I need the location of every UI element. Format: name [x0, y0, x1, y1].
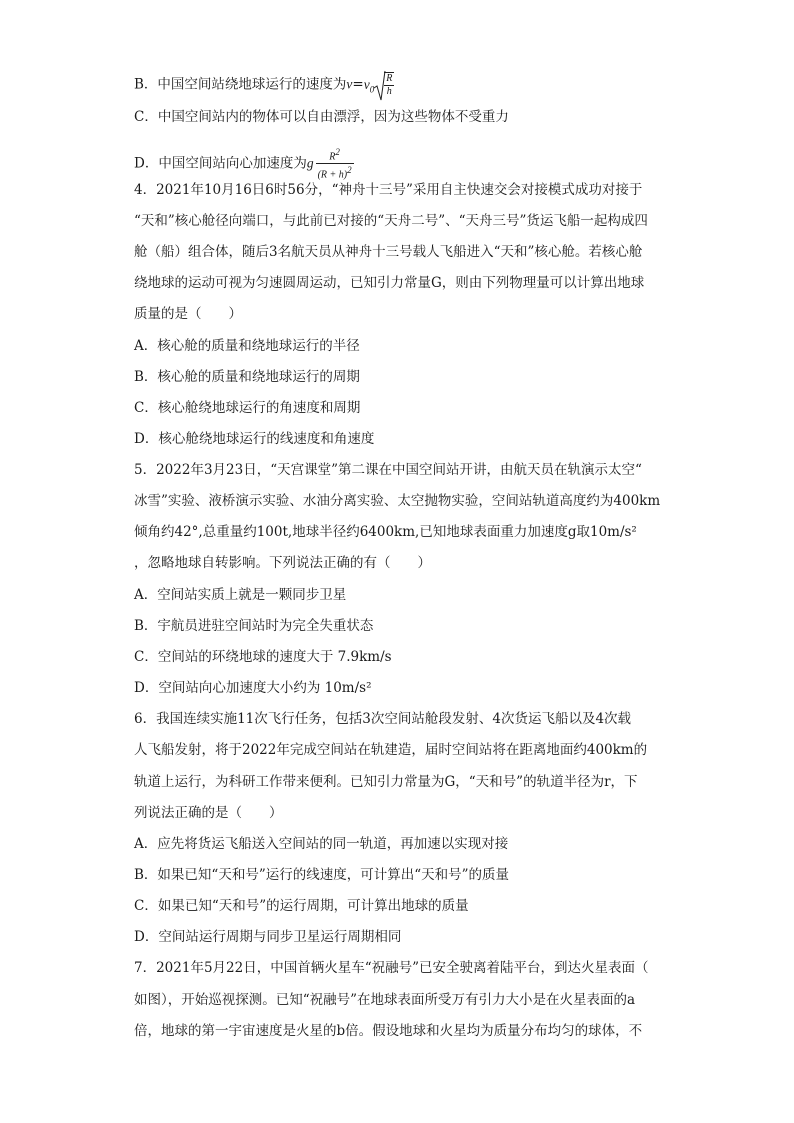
formula-v: v [346, 76, 353, 92]
q4-option-c[interactable]: C．核心舱绕地球运行的角速度和周期 [134, 400, 361, 416]
q7-stem-line: 如图），开始巡视探测。已知“祝融号”在地球表面所受万有引力大小是在火星表面的a [134, 992, 636, 1008]
q4-option-b[interactable]: B．核心舱的质量和绕地球运行的周期 [134, 369, 360, 385]
formula-v0: $v_0$ [363, 76, 375, 95]
q5-option-a[interactable]: A．空间站实质上就是一颗同步卫星 [134, 587, 347, 603]
fraction-r2-over-rh2: $\frac{R^2}{(R + h)^2}$ [317, 147, 352, 181]
q3-option-b[interactable] [134, 72, 396, 98]
q6-stem-line: 轨道上运行，为科研工作带来便利。已知引力常量为G，“天和号”的轨道半径为r，下 [134, 774, 638, 790]
q4-stem-line: 4．2021年10月16日6时56分，“神舟十三号”采用自主快速交会对接模式成功对接于 [134, 182, 643, 198]
q3-option-b-text: B．中国空间站绕地球运行的速度为 [134, 76, 347, 93]
q7-stem-line: 7．2021年5月22日，中国首辆火星车“祝融号”已安全驶离着陆平台，到达火星表面（ [134, 960, 649, 976]
q6-option-a[interactable]: A．应先将货运飞船送入空间站的同一轨道，再加速以实现对接 [134, 836, 509, 852]
formula-equals: = [352, 76, 364, 93]
q4-stem-line: 舱（船）组合体，随后3名航天员从神舟十三号载人飞船进入“天和”核心舱。若核心舱 [134, 244, 643, 260]
q7-stem-line: 倍，地球的第一宇宙速度是火星的b倍。假设地球和火星均为质量分布均匀的球体，不 [134, 1023, 643, 1039]
q3-option-d[interactable] [134, 146, 356, 182]
q3-option-d-text: D．中国空间站向心加速度为 [134, 155, 307, 172]
q4-option-a[interactable]: A．核心舱的质量和绕地球运行的半径 [134, 338, 360, 354]
fraction-r-over-h: $\frac{R}{h}$ [386, 73, 393, 97]
q4-stem-line: 绕地球的运动可视为匀速圆周运动，已知引力常量G，则由下列物理量可以计算出地球 [134, 275, 645, 291]
q5-stem-line: ，忽略地球自转影响。下列说法正确的有（ ） [134, 555, 431, 571]
q6-option-b[interactable]: B．如果已知“天和号”运行的线速度，可计算出“天和号”的质量 [134, 867, 510, 883]
formula-g: g [306, 155, 314, 171]
q3-option-c[interactable]: C．中国空间站内的物体可以自由漂浮，因为这些物体不受重力 [134, 109, 509, 125]
q6-stem-line: 人飞船发射，将于2022年完成空间站在轨建造，届时空间站将在距离地面约400km的 [134, 742, 648, 758]
q5-stem-line: 冰雪”实验、液桥演示实验、水油分离实验、太空抛物实验，空间站轨道高度约为400km [134, 493, 661, 509]
q6-stem-line: 6．我国连续实施11次飞行任务，包括3次空间站舱段发射、4次货运飞船以及4次载 [134, 711, 632, 727]
q6-option-c[interactable]: C．如果已知“天和号”的运行周期，可计算出地球的质量 [134, 898, 469, 914]
q4-stem-line: 质量的是（ ） [134, 306, 242, 322]
q5-stem-line: 倾角约42°,总重量约100t,地球半径约6400km,已知地球表面重力加速度g取10m/s² [134, 524, 637, 540]
q6-option-d[interactable]: D．空间站运行周期与同步卫星运行周期相同 [134, 929, 402, 945]
q4-option-d[interactable]: D．核心舱绕地球运行的线速度和角速度 [134, 431, 375, 447]
q5-option-b[interactable]: B．宇航员进驻空间站时为完全失重状态 [134, 618, 374, 634]
q5-stem-line: 5．2022年3月23日，“天宫课堂”第二课在中国空间站开讲，由航天员在轨演示太空“ [134, 462, 642, 478]
sqrt-sign [374, 72, 396, 98]
q5-option-d[interactable]: D．空间站向心加速度大小约为 10m/s² [134, 680, 372, 696]
q4-stem-line: “天和”核心舱径向端口，与此前已对接的“天舟二号”、“天舟三号”货运飞船一起构成四 [134, 213, 648, 229]
q5-option-c[interactable]: C．空间站的环绕地球的速度大于 7.9km/s [134, 649, 392, 665]
q6-stem-line: 列说法正确的是（ ） [134, 805, 283, 821]
